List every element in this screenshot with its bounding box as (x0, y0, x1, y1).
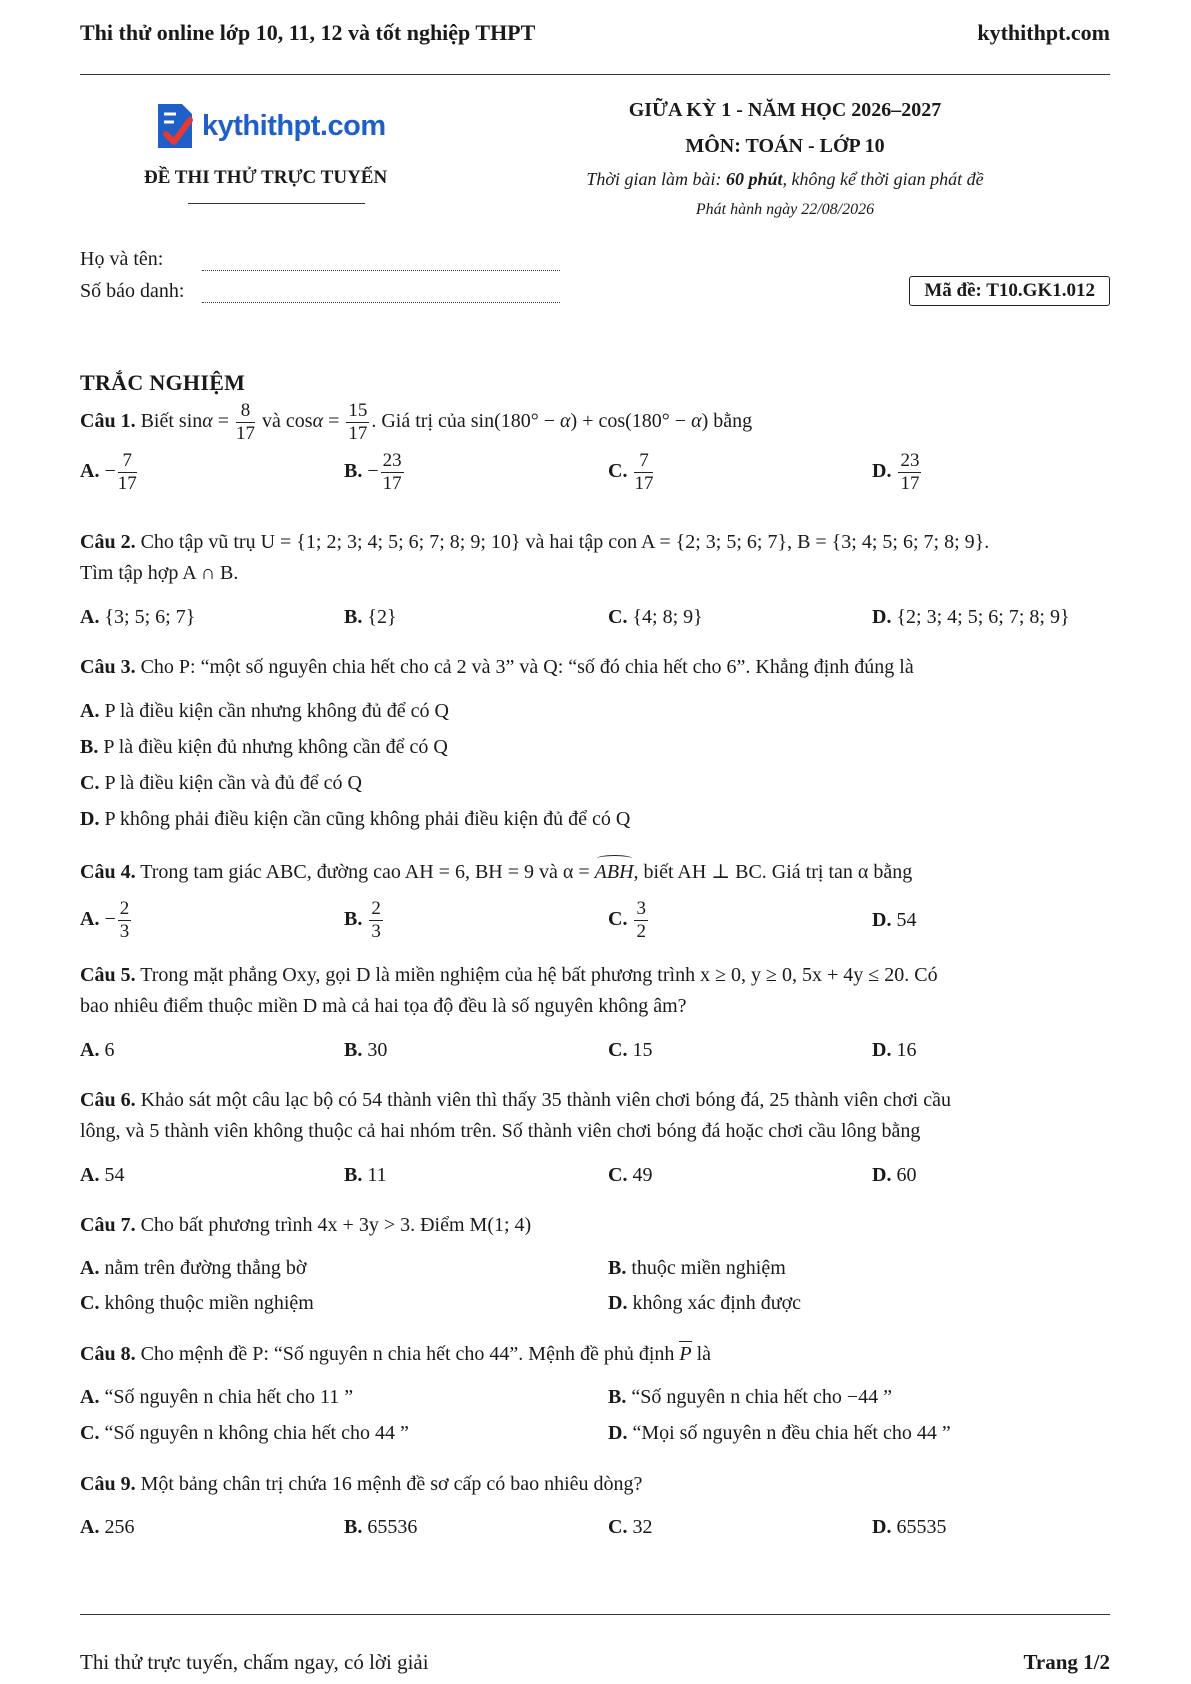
option-text: 54 (104, 1164, 125, 1186)
option-text: {2} (367, 606, 397, 628)
numerator: 2 (371, 898, 381, 919)
option-text: 11 (367, 1164, 387, 1186)
logo-mark-icon (152, 100, 198, 152)
numerator: 23 (382, 450, 402, 471)
denominator: 17 (117, 473, 137, 494)
question-text: Cho bất phương trình 4x + 3y > 3. Điểm M(1; 4) (140, 1214, 532, 1236)
option-key: A. (80, 606, 100, 628)
header-rule (80, 74, 1110, 75)
option-text: 60 (896, 1164, 917, 1186)
q4-option-d[interactable] (872, 905, 916, 935)
option-key: D. (872, 909, 892, 931)
option-text: thuộc miền nghiệm (631, 1257, 786, 1279)
option-text: 16 (896, 1039, 917, 1061)
q7-option-a[interactable] (80, 1253, 306, 1283)
p-bar: P (679, 1343, 692, 1365)
exam-page (80, 0, 1110, 1684)
q8-option-a[interactable] (80, 1382, 353, 1412)
option-key: A. (80, 1257, 100, 1279)
q9-option-d[interactable] (872, 1512, 946, 1542)
denominator: 2 (636, 921, 646, 942)
question-label: Câu 5. (80, 964, 136, 986)
name-field[interactable] (202, 252, 560, 271)
option-key: A. (80, 908, 100, 931)
question-label: Câu 1. (80, 410, 136, 433)
option-key: C. (608, 606, 628, 628)
fraction (634, 450, 653, 495)
q1-option-d[interactable] (872, 450, 923, 495)
id-field[interactable] (202, 284, 560, 303)
option-key: B. (344, 1164, 363, 1186)
angle-abh: ABH (595, 857, 634, 887)
option-key: A. (80, 1164, 100, 1186)
option-text: “Số nguyên n chia hết cho −44 ” (631, 1386, 892, 1408)
option-text: “Số nguyên n không chia hết cho 44 ” (104, 1422, 409, 1444)
option-key: A. (80, 460, 100, 483)
question-4 (80, 857, 912, 887)
logo-text (202, 110, 386, 143)
denominator: 17 (382, 473, 402, 494)
numerator: 15 (348, 400, 368, 421)
fraction (346, 400, 369, 445)
option-key: C. (80, 1422, 100, 1444)
option-key: A. (80, 1516, 100, 1538)
question-label: Câu 3. (80, 656, 136, 678)
option-text: 15 (632, 1039, 653, 1061)
denominator: 17 (900, 473, 920, 494)
q6-line-1: Khảo sát một câu lạc bộ có 54 thành viên thì thấy 35 thành viên chơi bóng đá, 25 thành viên chơi cầu (140, 1089, 951, 1111)
option-key: D. (872, 1516, 892, 1538)
page-number: Trang 1/2 (1023, 1650, 1110, 1674)
q5-option-d[interactable] (872, 1035, 916, 1065)
option-text: P là điều kiện cần nhưng không đủ để có Q (104, 700, 449, 722)
q1-text-d: ) + cos(180° − (570, 410, 692, 433)
q6-option-a[interactable] (80, 1160, 124, 1190)
header-title: Thi thử online lớp 10, 11, 12 và tốt nghiệp THPT (80, 20, 536, 45)
q4-option-c[interactable] (608, 898, 650, 943)
question-text: Cho P: “một số nguyên chia hết cho cả 2 và 3” và Q: “số đó chia hết cho 6”. Khẳng định đúng là (140, 656, 914, 678)
duration-prefix: Thời gian làm bài: (586, 169, 726, 189)
kythithpt-logo[interactable] (152, 100, 386, 152)
option-text: không xác định được (632, 1292, 802, 1314)
question-label: Câu 7. (80, 1214, 136, 1236)
denominator: 17 (348, 423, 368, 444)
q8-option-b[interactable] (608, 1382, 892, 1412)
option-key: B. (344, 1516, 363, 1538)
duration-suffix: , không kể thời gian phát đề (782, 169, 984, 189)
q8-option-c[interactable] (80, 1418, 409, 1448)
option-key: B. (80, 736, 99, 758)
option-key: B. (608, 1257, 627, 1279)
q5-option-c[interactable] (608, 1035, 652, 1065)
option-text: P là điều kiện cần và đủ để có Q (104, 772, 362, 794)
question-5 (80, 960, 938, 990)
fraction (381, 450, 404, 495)
logo-text-b: thpt.com (267, 109, 386, 142)
option-text: “Mọi số nguyên n đều chia hết cho 44 ” (632, 1422, 951, 1444)
subtitle-rule (188, 203, 365, 204)
duration-value: 60 phút (726, 169, 783, 189)
option-text: 49 (632, 1164, 653, 1186)
q1-option-c[interactable] (608, 450, 655, 495)
q6-option-c[interactable] (608, 1160, 652, 1190)
q5-option-b[interactable] (344, 1035, 387, 1065)
question-label: Câu 6. (80, 1089, 136, 1111)
option-text: {4; 8; 9} (632, 606, 703, 628)
option-key: C. (80, 1292, 100, 1314)
option-key: A. (80, 1386, 100, 1408)
fraction (118, 450, 137, 495)
option-key: D. (872, 460, 892, 483)
q1-text-e: ) bằng (701, 410, 753, 433)
exam-duration (535, 167, 1035, 199)
q2-line-2: Tìm tập hợp A ∩ B. (80, 562, 239, 584)
q8-text-a: Cho mệnh đề P: “Số nguyên n chia hết cho 44”. Mệnh đề phủ định (140, 1343, 680, 1365)
option-text: {2; 3; 4; 5; 6; 7; 8; 9} (896, 606, 1070, 628)
numerator: 2 (119, 898, 130, 919)
option-text: {3; 5; 6; 7} (104, 606, 196, 628)
q6-option-d[interactable] (872, 1160, 916, 1190)
option-key: C. (608, 1039, 628, 1061)
id-label: Số báo danh: (80, 280, 185, 302)
sign: − (104, 908, 116, 931)
footer-rule (80, 1614, 1110, 1615)
option-key: D. (872, 1164, 892, 1186)
question-6 (80, 1085, 951, 1115)
q7-option-b[interactable] (608, 1253, 786, 1283)
question-label: Câu 9. (80, 1473, 136, 1495)
q3-option-a[interactable] (80, 696, 449, 726)
q3-option-b[interactable] (80, 732, 448, 762)
option-text: 65536 (367, 1516, 418, 1538)
option-key: B. (344, 908, 363, 931)
q2-line-1: Cho tập vũ trụ U = {1; 2; 3; 4; 5; 6; 7; 8; 9; 10} và hai tập con A = {2; 3; 5; 6; 7}, B = {3; 4; 5; 6; 7; 8; 9}. (140, 531, 990, 553)
name-row (80, 248, 560, 271)
exam-issued: Phát hành ngày 22/08/2026 (695, 201, 875, 218)
fraction (118, 898, 132, 943)
option-key: A. (80, 1039, 100, 1061)
option-key: D. (608, 1422, 628, 1444)
option-key: C. (608, 1164, 628, 1186)
denominator: 17 (634, 473, 654, 494)
q4-text-b: , biết AH ⊥ BC. Giá trị tan α bằng (633, 861, 913, 883)
numerator: 7 (118, 450, 137, 473)
q1-text-c: . Giá trị của sin(180° − (371, 410, 561, 433)
option-key: D. (608, 1292, 628, 1314)
numerator: 8 (236, 400, 255, 423)
question-3 (80, 652, 914, 682)
question-5-cont (80, 991, 687, 1021)
option-text: 65535 (896, 1516, 947, 1538)
header-site[interactable]: kythithpt.com (977, 20, 1110, 45)
option-text: P là điều kiện đủ nhưng không cần để có Q (103, 736, 448, 758)
option-text: 32 (632, 1516, 653, 1538)
section-title: TRẮC NGHIỆM (80, 370, 246, 395)
q3-option-c[interactable] (80, 768, 362, 798)
option-key: B. (344, 460, 363, 483)
q8-text-b: là (691, 1343, 712, 1365)
fraction (634, 898, 648, 943)
exam-info (535, 97, 1035, 221)
denominator: 3 (371, 921, 381, 942)
numerator: 7 (634, 450, 653, 473)
question-9 (80, 1469, 642, 1499)
question-8 (80, 1339, 711, 1369)
option-text: không thuộc miền nghiệm (104, 1292, 314, 1314)
q7-option-d[interactable] (608, 1288, 801, 1318)
q5-line-2: bao nhiêu điểm thuộc miền D mà cả hai tọa độ đều là số nguyên không âm? (80, 995, 687, 1017)
option-key: D. (872, 1039, 892, 1061)
page-header (80, 20, 1110, 56)
question-label: Câu 8. (80, 1343, 136, 1365)
option-text: 256 (104, 1516, 135, 1538)
option-text: 6 (104, 1039, 115, 1061)
question-label: Câu 2. (80, 531, 136, 553)
option-key: D. (80, 808, 100, 830)
option-text: P không phải điều kiện cần cũng không phải điều kiện đủ để có Q (104, 808, 631, 830)
q9-option-a[interactable] (80, 1512, 134, 1542)
question-6-cont (80, 1116, 920, 1146)
option-key: C. (608, 1516, 628, 1538)
option-text: 30 (367, 1039, 388, 1061)
sign: − (367, 460, 379, 483)
q1-option-a[interactable] (80, 450, 139, 495)
question-7 (80, 1210, 531, 1240)
logo-text-a: kythi (202, 109, 268, 142)
question-2 (80, 527, 989, 557)
fraction (898, 450, 921, 495)
q8-option-d[interactable] (608, 1418, 951, 1448)
q7-option-c[interactable] (80, 1288, 314, 1318)
q2-option-c[interactable] (608, 602, 703, 632)
q3-option-d[interactable] (80, 804, 630, 834)
page-footer (80, 1650, 1110, 1675)
numerator: 23 (900, 450, 920, 471)
q4-option-b[interactable] (344, 898, 385, 943)
option-text: “Số nguyên n chia hết cho 11 ” (104, 1386, 354, 1408)
option-key: C. (608, 460, 628, 483)
denominator: 17 (236, 423, 256, 444)
option-key: A. (80, 700, 100, 722)
option-key: C. (80, 772, 100, 794)
question-2-cont (80, 558, 238, 588)
option-key: B. (344, 1039, 363, 1061)
q5-option-a[interactable] (80, 1035, 114, 1065)
exam-subject: MÔN: TOÁN - LỚP 10 (685, 135, 885, 157)
q6-option-b[interactable] (344, 1160, 387, 1190)
q6-line-2: lông, và 5 thành viên không thuộc cả hai nhóm trên. Số thành viên chơi bóng đá hoặc chơi cầu lông bằng (80, 1120, 921, 1142)
denominator: 3 (119, 921, 130, 942)
q5-line-1: Trong mặt phẳng Oxy, gọi D là miền nghiệm của hệ bất phương trình x ≥ 0, y ≥ 0, 5x + 4y ≤ 20. Có (140, 964, 938, 986)
subtitle: ĐỀ THI THỬ TRỰC TUYẾN (144, 167, 388, 188)
question-text: Một bảng chân trị chứa 16 mệnh đề sơ cấp có bao nhiêu dòng? (140, 1473, 643, 1495)
name-label: Họ và tên: (80, 248, 164, 270)
q9-option-c[interactable] (608, 1512, 652, 1542)
q1-text-b: và cos (262, 410, 313, 433)
q4-text-a: Trong tam giác ABC, đường cao AH = 6, BH = 9 và α = (140, 861, 595, 883)
q1-text-a: Biết sin (140, 410, 203, 433)
q2-option-b[interactable] (344, 602, 397, 632)
q4-option-a[interactable] (80, 898, 133, 943)
exam-term: GIỮA KỲ 1 - NĂM HỌC 2026–2027 (628, 99, 942, 121)
option-key: B. (344, 606, 363, 628)
q2-option-d[interactable] (872, 602, 1070, 632)
id-row (80, 280, 560, 303)
option-text: 54 (896, 909, 917, 931)
option-text: nằm trên đường thẳng bờ (104, 1257, 307, 1279)
option-key: B. (608, 1386, 627, 1408)
question-1: Câu 1. Biết sinα = $\frac{8}{17}$ và cosα = $\frac{15}{17}$ . Giá trị của sin(180° − α) + cos(180° − α) bằng (80, 400, 753, 444)
q1-option-b[interactable] (344, 450, 406, 495)
q2-option-a[interactable] (80, 602, 195, 632)
footer-slogan: Thi thử trực tuyến, chấm ngay, có lời giải (80, 1650, 429, 1674)
option-key: D. (872, 606, 892, 628)
fraction (369, 898, 383, 943)
option-key: C. (608, 908, 628, 931)
exam-code-box: Mã đề: T10.GK1.012 (909, 276, 1110, 306)
question-label: Câu 4. (80, 861, 136, 883)
numerator: 3 (636, 898, 646, 919)
sign: − (104, 460, 116, 483)
fraction (236, 400, 255, 445)
q9-option-b[interactable] (344, 1512, 417, 1542)
